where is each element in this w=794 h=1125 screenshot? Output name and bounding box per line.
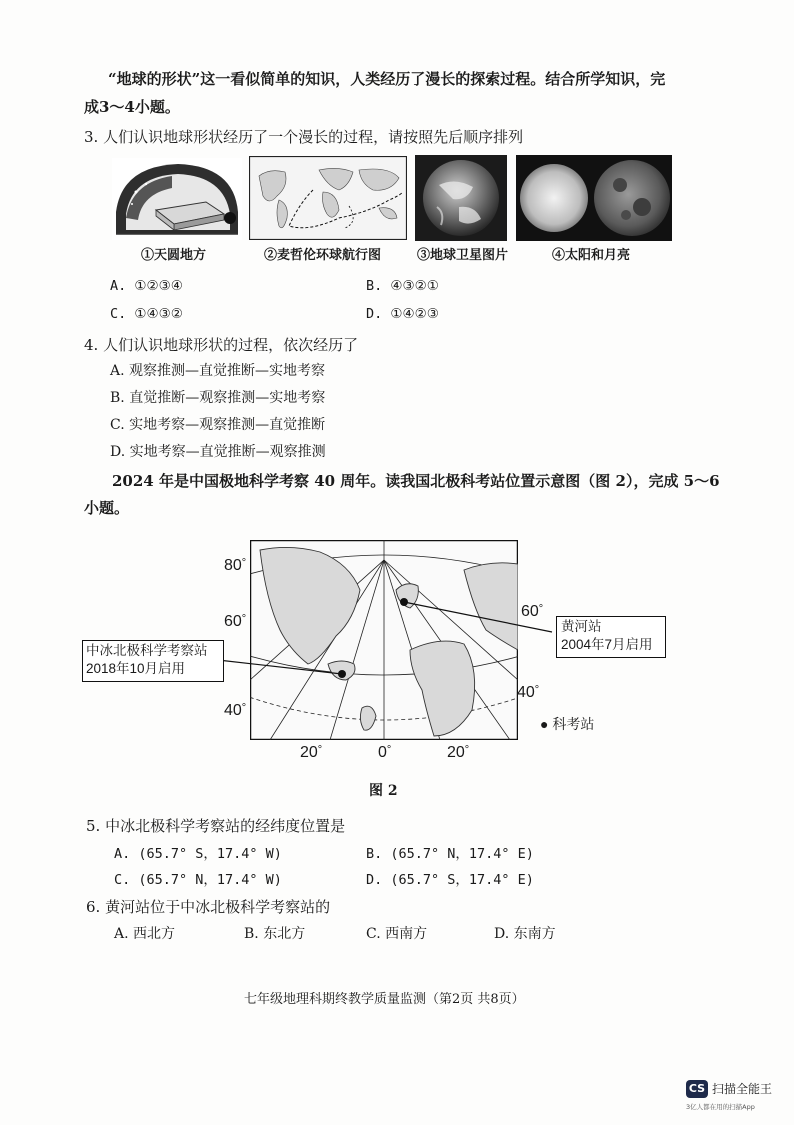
lon-label-20-east: 20° [447, 744, 470, 761]
question-3-option-a[interactable]: A. ①②③④ [110, 278, 183, 294]
question-4-stem: 4. 人们认识地球形状的过程，依次经历了 [84, 336, 359, 354]
lon-label-20-west: 20° [300, 744, 323, 761]
lat-label-40-right: 40° [517, 684, 540, 701]
question-4-option-a[interactable]: A. 观察推测—直觉推断—实地考察 [110, 363, 326, 379]
caption-sun-and-moon: ④太阳和月亮 [552, 248, 631, 263]
station-label-cn-iceland [82, 640, 224, 682]
station-name-yellow-river: 黄河站 [561, 619, 602, 634]
question-3-option-b[interactable]: B. ④③②① [366, 278, 439, 294]
question-4-option-b[interactable]: B. 直觉推断—观察推测—实地考察 [110, 390, 326, 406]
lat-label-60-left: 60° [224, 613, 247, 630]
question-3-option-c[interactable]: C. ①④③② [110, 306, 183, 322]
question-5-option-d[interactable]: D. (65.7° S，17.4° E) [366, 872, 534, 888]
question-5-option-c[interactable]: C. (65.7° N，17.4° W) [114, 872, 282, 888]
caption-heaven-round-earth-square: ①天圆地方 [141, 248, 207, 263]
question-5-option-b[interactable]: B. (65.7° N，17.4° E) [366, 846, 534, 862]
cs-logo-icon: CS [686, 1080, 708, 1098]
lat-label-40-left: 40° [224, 702, 247, 719]
question-6-option-a[interactable]: A. 西北方 [114, 926, 176, 942]
intro-1-line-2: 成3～4小题。 [84, 98, 180, 116]
question-6-option-d[interactable]: D. 东南方 [494, 926, 556, 942]
lat-label-60-right: 60° [521, 603, 544, 620]
lon-label-0: 0° [378, 744, 392, 761]
question-6-stem: 6. 黄河站位于中冰北极科学考察站的 [86, 898, 331, 916]
scanner-brand-name: 扫描全能王 [712, 1082, 773, 1096]
figure-caption: 图 2 [369, 783, 398, 799]
scanner-watermark [686, 1076, 786, 1116]
question-4-option-c[interactable]: C. 实地考察—观察推测—直觉推断 [110, 417, 326, 433]
lat-label-80-left: 80° [224, 557, 247, 574]
caption-earth-satellite-image: ③地球卫星图片 [417, 248, 509, 263]
station-label-yellow-river [556, 616, 666, 658]
question-3-option-d[interactable]: D. ①④②③ [366, 306, 439, 322]
intro-1-line-1: “地球的形状”这一看似简单的知识，人类经历了漫长的探索过程。结合所学知识，完 [108, 70, 666, 88]
scanner-tagline: 3亿人都在用的扫描App [686, 1103, 755, 1111]
question-6-option-b[interactable]: B. 东北方 [244, 926, 306, 942]
map-legend-station: ● 科考站 [540, 716, 595, 732]
station-date-cn-iceland: 2018年10月启用 [86, 661, 186, 676]
intro-2-line-2: 小题。 [84, 499, 130, 517]
question-5-option-a[interactable]: A. (65.7° S，17.4° W) [114, 846, 282, 862]
question-4-option-d[interactable]: D. 实地考察—直觉推断—观察推测 [110, 444, 326, 460]
question-3-stem: 3. 人们认识地球形状经历了一个漫长的过程，请按照先后顺序排列 [84, 128, 524, 146]
caption-magellan-voyage-map: ②麦哲伦环球航行图 [264, 248, 382, 263]
question-6-option-c[interactable]: C. 西南方 [366, 926, 428, 942]
page-footer: 七年级地理科期终教学质量监测（第2页 共8页） [244, 992, 525, 1007]
station-date-yellow-river: 2004年7月启用 [561, 637, 653, 652]
intro-2-line-1: 2024 年是中国极地科学考察 40 周年。读我国北极科考站位置示意图（图 2），完成 5～6 [112, 472, 720, 490]
question-5-stem: 5. 中冰北极科学考察站的经纬度位置是 [86, 817, 346, 835]
station-name-cn-iceland: 中冰北极科学考察站 [86, 643, 208, 658]
